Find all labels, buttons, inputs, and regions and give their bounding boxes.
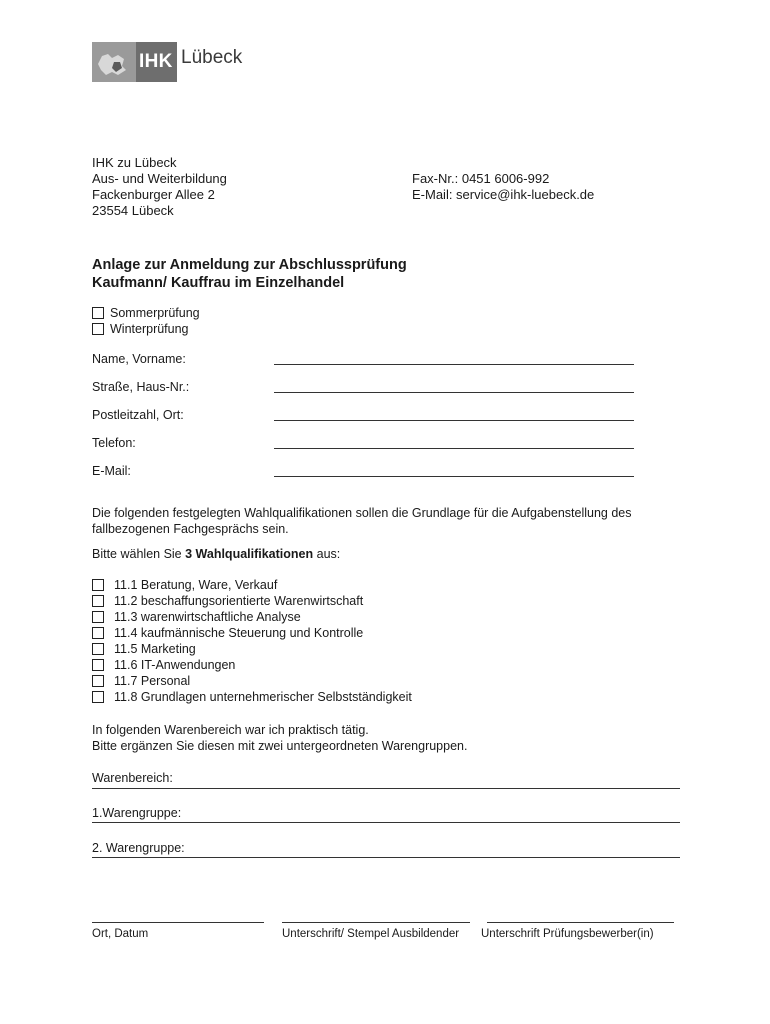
street-field[interactable] — [274, 392, 634, 393]
postal-field[interactable] — [274, 420, 634, 421]
winter-exam-label: Winterprüfung — [110, 322, 189, 336]
practice-line: In folgenden Warenbereich war ich praktisch tätig. — [92, 723, 369, 737]
name-label: Name, Vorname: — [92, 352, 186, 366]
ihk-logo — [92, 42, 177, 82]
qualification-checkbox[interactable] — [92, 691, 104, 703]
qualification-checkbox[interactable] — [92, 675, 104, 687]
logo-abbr: IHK — [139, 51, 173, 72]
warenbereich-field[interactable] — [92, 788, 680, 789]
qualification-checkbox[interactable] — [92, 611, 104, 623]
trainer-signature-label: Unterschrift/ Stempel Ausbildender — [282, 928, 460, 940]
warengruppe2-label: 2. Warengruppe: — [92, 841, 185, 855]
choose-instruction — [92, 546, 340, 562]
qualification-label: 11.3 warenwirtschaftliche Analyse — [114, 610, 301, 624]
email-label: E-Mail: — [92, 464, 131, 478]
qualification-checkbox[interactable] — [92, 659, 104, 671]
summer-exam-label: Sommerprüfung — [110, 306, 200, 320]
postal-label: Postleitzahl, Ort: — [92, 408, 184, 422]
warengruppe1-field[interactable] — [92, 822, 680, 823]
map-icon — [92, 42, 136, 82]
phone-field[interactable] — [274, 448, 634, 449]
practice-line: Bitte ergänzen Sie diesen mit zwei untergeordneten Warengruppen. — [92, 739, 468, 753]
email-field[interactable] — [274, 476, 634, 477]
warengruppe1-label: 1.Warengruppe: — [92, 806, 182, 820]
qualification-label: 11.4 kaufmännische Steuerung und Kontrolle — [114, 626, 364, 640]
document-title — [92, 256, 407, 292]
qualification-checkbox[interactable] — [92, 627, 104, 639]
summer-exam-checkbox[interactable] — [92, 307, 104, 319]
address-line: Aus- und Weiterbildung — [92, 171, 227, 186]
qualification-label: 11.2 beschaffungsorientierte Warenwirtschaft — [114, 594, 364, 608]
address-line: IHK zu Lübeck — [92, 155, 177, 170]
practice-paragraph — [92, 722, 467, 754]
date-signature-line[interactable] — [92, 922, 264, 923]
warenbereich-label: Warenbereich: — [92, 771, 173, 785]
title-line: Kaufmann/ Kauffrau im Einzelhandel — [92, 275, 345, 291]
candidate-signature-line[interactable] — [487, 922, 674, 923]
choose-post: aus: — [313, 547, 341, 561]
address-block — [92, 155, 227, 219]
fax-number: Fax-Nr.: 0451 6006-992 — [412, 171, 550, 186]
qualification-label: 11.1 Beratung, Ware, Verkauf — [114, 578, 278, 592]
logo-city: Lübeck — [181, 47, 243, 68]
trainer-signature-line[interactable] — [282, 922, 470, 923]
candidate-signature-label: Unterschrift Prüfungsbewerber(in) — [481, 928, 654, 940]
name-field[interactable] — [274, 364, 634, 365]
intro-paragraph — [92, 505, 712, 537]
intro-line: fallbezogenen Fachgesprächs sein. — [92, 522, 289, 536]
contact-email: E-Mail: service@ihk-luebeck.de — [412, 187, 595, 202]
warengruppe2-field[interactable] — [92, 857, 680, 858]
intro-line: Die folgenden festgelegten Wahlqualifikationen sollen die Grundlage für die Aufgabenstellung des — [92, 506, 632, 520]
choose-bold: 3 Wahlqualifikationen — [185, 547, 314, 561]
qualification-label: 11.7 Personal — [114, 674, 191, 688]
qualification-checkbox[interactable] — [92, 595, 104, 607]
date-signature-label: Ort, Datum — [92, 928, 149, 940]
qualification-label: 11.6 IT-Anwendungen — [114, 658, 236, 672]
address-line: 23554 Lübeck — [92, 203, 174, 218]
contact-block — [412, 171, 594, 203]
address-line: Fackenburger Allee 2 — [92, 187, 215, 202]
winter-exam-checkbox[interactable] — [92, 323, 104, 335]
qualification-checkbox[interactable] — [92, 579, 104, 591]
phone-label: Telefon: — [92, 436, 136, 450]
qualification-label: 11.8 Grundlagen unternehmerischer Selbstständigkeit — [114, 690, 412, 704]
title-line: Anlage zur Anmeldung zur Abschlussprüfung — [92, 257, 407, 273]
choose-pre: Bitte wählen Sie — [92, 547, 186, 561]
qualification-checkbox[interactable] — [92, 643, 104, 655]
qualification-label: 11.5 Marketing — [114, 642, 196, 656]
street-label: Straße, Haus-Nr.: — [92, 380, 190, 394]
